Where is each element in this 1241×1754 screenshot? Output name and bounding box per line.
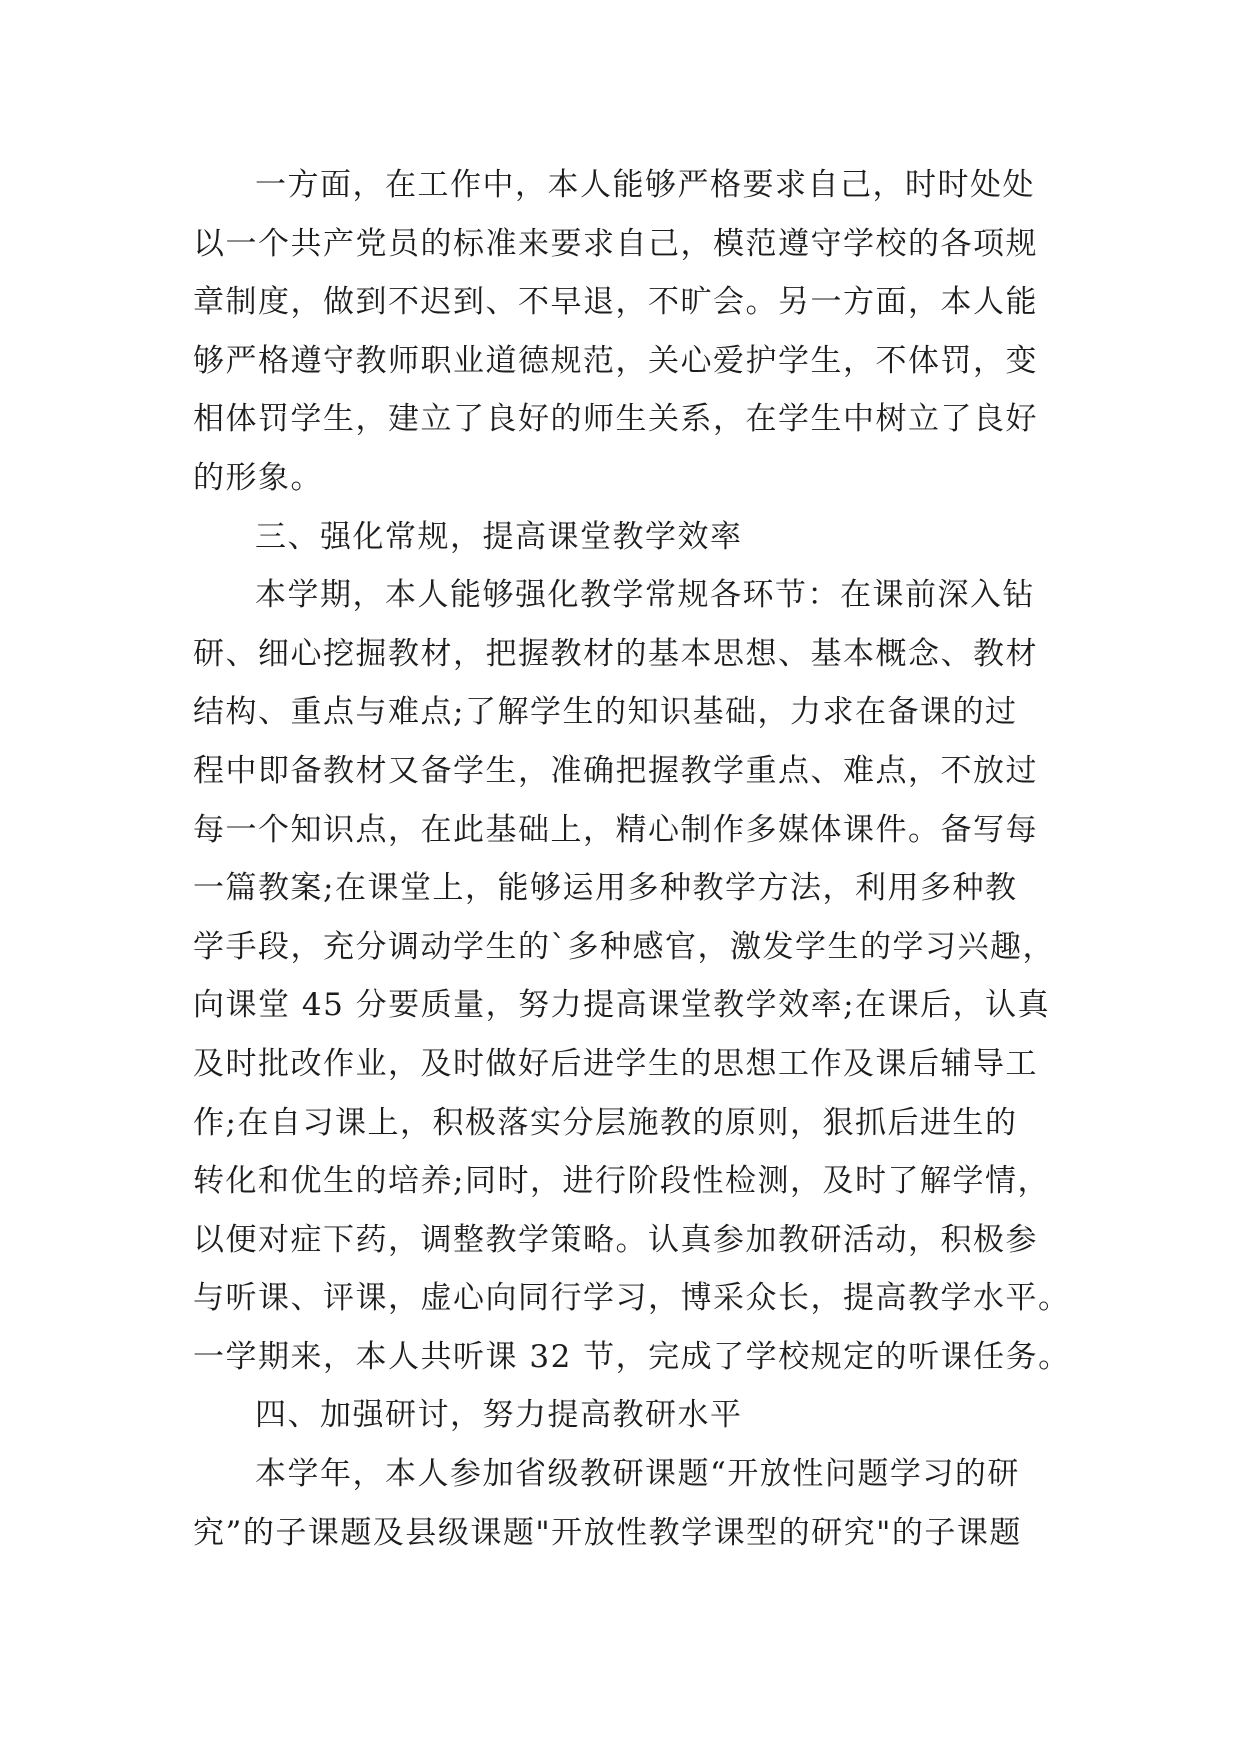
text-line: 本学期，本人能够强化教学常规各环节：在课前深入钻 xyxy=(255,577,1035,614)
text-line: 及时批改作业，及时做好后进学生的思想工作及课后辅导工 xyxy=(193,1045,1038,1082)
text-line: 究”的子课题及县级课题"开放性教学课型的研究"的子课题 xyxy=(193,1514,1022,1551)
paragraph xyxy=(193,1445,1053,1562)
text-line: 以便对症下药，调整教学策略。认真参加教研活动，积极参 xyxy=(193,1221,1038,1258)
text-line: 作;在自习课上，积极落实分层施教的原则，狠抓后进生的 xyxy=(193,1104,1018,1141)
text-line: 的形象。 xyxy=(193,459,323,496)
text-line: 向课堂 45 分要质量，努力提高课堂教学效率;在课后，认真 xyxy=(193,987,1051,1024)
text-line: 结构、重点与难点;了解学生的知识基础，力求在备课的过 xyxy=(193,694,1018,731)
text-line: 相体罚学生，建立了良好的师生关系，在学生中树立了良好 xyxy=(193,401,1038,438)
section-heading-text: 三、强化常规，提高课堂教学效率 xyxy=(255,518,743,555)
text-line: 章制度，做到不迟到、不早退，不旷会。另一方面，本人能 xyxy=(193,284,1038,321)
section-heading-text: 四、加强研讨，努力提高教研水平 xyxy=(255,1397,743,1434)
text-line: 与听课、评课，虚心向同行学习，博采众长，提高教学水平。 xyxy=(193,1280,1071,1317)
paragraph xyxy=(193,566,1071,1386)
text-line: 一篇教案;在课堂上，能够运用多种教学方法，利用多种教 xyxy=(193,870,1018,907)
text-line: 一方面，在工作中，本人能够严格要求自己，时时处处 xyxy=(255,167,1035,203)
text-line: 够严格遵守教师职业道德规范，关心爱护学生，不体罚，变 xyxy=(193,342,1038,379)
text-line: 程中即备教材又备学生，准确把握教学重点、难点，不放过 xyxy=(193,752,1038,789)
text-line: 研、细心挖掘教材，把握教材的基本思想、基本概念、教材 xyxy=(193,635,1038,672)
text-line: 转化和优生的培养;同时，进行阶段性检测，及时了解学情， xyxy=(193,1163,1050,1200)
paragraph xyxy=(193,156,1053,508)
section-heading xyxy=(193,508,1053,567)
text-line: 每一个知识点，在此基础上，精心制作多媒体课件。备写每 xyxy=(193,811,1038,848)
text-line: 学手段，充分调动学生的`多种感官，激发学生的学习兴趣， xyxy=(193,928,1055,965)
text-line: 以一个共产党员的标准来要求自己，模范遵守学校的各项规 xyxy=(193,225,1038,262)
section-heading xyxy=(193,1386,1053,1445)
text-line: 本学年，本人参加省级教研课题“开放性问题学习的研 xyxy=(255,1456,1020,1493)
document-body xyxy=(193,156,1071,1562)
text-line: 一学期来，本人共听课 32 节，完成了学校规定的听课任务。 xyxy=(193,1338,1071,1375)
